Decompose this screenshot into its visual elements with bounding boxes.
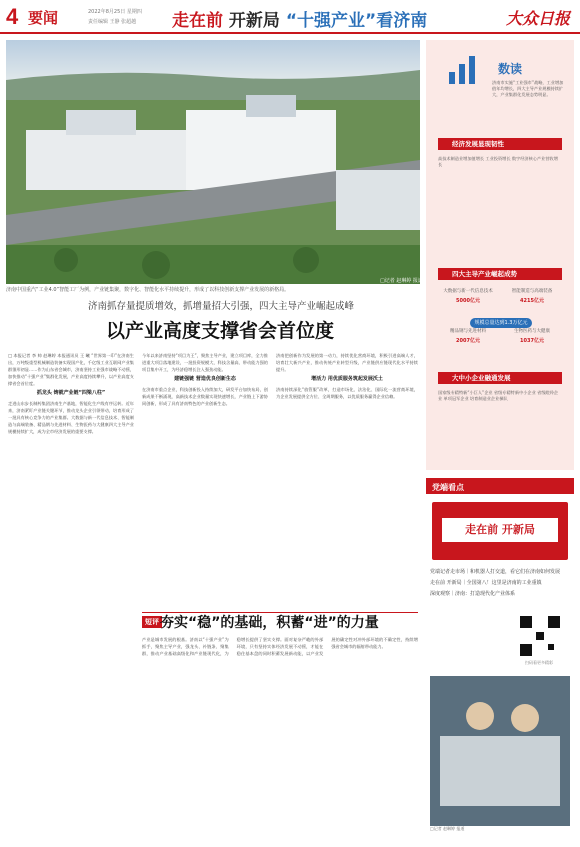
industry-value: 1037亿元 (520, 338, 544, 344)
side-photo (430, 676, 570, 826)
industry-cell (502, 328, 562, 362)
industry-label: 大数据与新一代信息技术 (443, 289, 493, 294)
photo-caption: 济南中国重汽“工业4.0”智能工厂为例，产业链集聚，数字化、智能化水平持续提升，形成了以科技创新支撑产业发展的新格局。 (6, 287, 290, 293)
industry-label: 精品钢与先进材料 (450, 329, 486, 334)
sidebar-heading-1: 经济发展显现韧性 (438, 138, 562, 150)
article-paragraph: 在济南市重点企业，科技创新投入持续加大，研发平台加快布局，创新成果不断涌现，高新技术企业数量实现快速增长，产业链上下游协同创新，形成了具有济南特色的产业创新生态。 (142, 387, 268, 406)
sidebar-text-1: 高技术制造业增加值增长 工业投资增长 数字经济核心产业营收增长 (438, 156, 558, 167)
article-paragraph: □ 本报记者 李 帅 赵琳婷 本报通讯员 王 曦 “世界第一印”在济南生出，万吨级重型机械制造装备实现国产化，千亿级工业互联网产业集群雏形初显……作为山东省会城市，济南坚持工业强市战略不动摇，加快推动“十强产业”集群化发展，产业高度持续攀升，以产业高度支撑省会首位度。 (8, 353, 134, 386)
hero-photo (6, 40, 420, 284)
photo-credit: □记者 赵琳婷 报道 (380, 278, 423, 284)
commentary-tag: 短评 (142, 616, 162, 628)
industry-cell (438, 328, 498, 362)
data-sidebar (426, 40, 574, 470)
data-title: 数读 (498, 62, 523, 76)
promo-title[interactable]: 走在前 开新局 (442, 518, 558, 542)
article-column-2 (142, 352, 268, 642)
news-link[interactable]: 走在前 开新局｜全国第八！这里是济南的工业重镇 (430, 580, 542, 586)
industry-value: 5000亿元 (456, 298, 480, 304)
commentary-body: 产业是城市发展的根基。济南以“十强产业”为抓手，聚焦主导产业，强龙头、补链条、聚集群，推动产业基础高级化和产业链现代化，为稳增长提供了坚实支撑。面对复杂严峻的外部环境，只有坚持实体经济发展不动摇，才能在稳住基本盘的同时积蓄发展新动能，以产业发展的确定性对冲外部环境的不确定性，持续增强省会城市的辐射带动能力。 (142, 637, 418, 656)
article-headline: 以产业高度支撑省会首位度 (105, 320, 334, 342)
news-link[interactable]: 深度观察｜济南：打造现代化产业体系 (430, 591, 516, 597)
industry-label: 智能制造与高端装备 (511, 289, 553, 294)
scale-pill: 规模总量达到1.3万亿元 (470, 318, 532, 328)
article-paragraph: 走进山东步长制药集团济南生产基地，智能化生产线有序运转。近年来，济南紧盯产业链关键环节，推动龙头企业引领带动，培育形成了一批具有核心竞争力的产业集群。大数据与新一代信息技术、智能制造与高端装备、精品钢与先进材料、生物医药与大健康四大主导产业规模持续扩大，成为全市经济发展的重要支撑。 (8, 401, 134, 434)
article-paragraph: 济南持续深化“放管服”改革，打造市场化、法治化、国际化一流营商环境，为企业发展提供全方位、全周期服务，以优质服务赢得企业信赖。 (276, 387, 418, 399)
article-paragraph: 今年以来济南坚持“项目为王”，聚焦主导产业，建立项目库，全力推进重大项目落地建设，一批投资规模大、科技含量高、带动能力强的项目集中开工，为经济稳增长注入强劲动能。 (142, 353, 268, 372)
editors: 责任编辑 王静 张超越 (88, 19, 137, 25)
newspaper-logo: 大众日报 (505, 9, 570, 28)
party-header-title: 党端看点 (432, 483, 464, 492)
industry-cell (502, 288, 562, 322)
article-column-1 (8, 352, 134, 842)
article-kicker: 济南抓存量提质增效，抓增量招大引强，四大主导产业崛起成峰 (87, 301, 354, 312)
sidebar-heading-3: 大中小企业融通发展 (438, 372, 562, 384)
bar-chart-icon (445, 52, 481, 88)
banner-slogan (172, 6, 427, 31)
qr-caption: 扫码看更多精彩 (525, 660, 553, 665)
sidebar-heading-2: 四大主导产业崛起成势 (438, 268, 562, 280)
industry-value: 2007亿元 (456, 338, 480, 344)
commentary-title: 夯实“稳”的基础，积蓄“进”的力量 (160, 615, 379, 631)
news-link[interactable]: 党端记者走市场｜和机器人打交道，看它们在济南如何发展 (430, 569, 561, 575)
qr-code[interactable] (518, 614, 562, 658)
page-number: 4 (6, 4, 19, 29)
page-header (0, 0, 580, 34)
subhead-1: 抓龙头 铸就产业链“四梁八柱” (36, 390, 106, 396)
banner-part-a: 走在前 (172, 11, 223, 31)
subhead-2: 建链强链 营造优良创新生态 (174, 376, 236, 382)
industry-cell (438, 288, 498, 322)
banner-part-c: “十强产业”看济南 (285, 11, 428, 31)
industry-value: 4215亿元 (520, 298, 544, 304)
subhead-3: 增活力 用优质服务筑起发展沃土 (311, 376, 383, 382)
article-column-3 (276, 352, 418, 642)
banner-part-b: 开新局 (228, 11, 280, 31)
news-links (430, 568, 574, 601)
date-line: 2022年8月25日 星期四 (88, 9, 142, 15)
sidebar-text-3: 国家级专精特新“小巨人”企业 省级专精特新中小企业 省级瞪羚企业 单项冠军企业 培育制造业企业梯队 (438, 390, 559, 401)
side-photo-caption: □记者 赵琳婷 报道 (430, 826, 465, 831)
section-title: 要闻 (28, 9, 59, 27)
industry-label: 生物医药与大健康 (514, 329, 550, 334)
data-text: 济南市实施“工业强市”战略，工业增加值年均增长，四大主导产业规模持续扩大，产业集群化发展态势明显。 (492, 80, 564, 97)
article-paragraph: 济南把创新作为发展的第一动力，持续优化营商环境，积极引进高端人才，培育壮大新兴产业，推动传统产业转型升级，产业链供应链现代化水平持续提升。 (276, 353, 418, 372)
